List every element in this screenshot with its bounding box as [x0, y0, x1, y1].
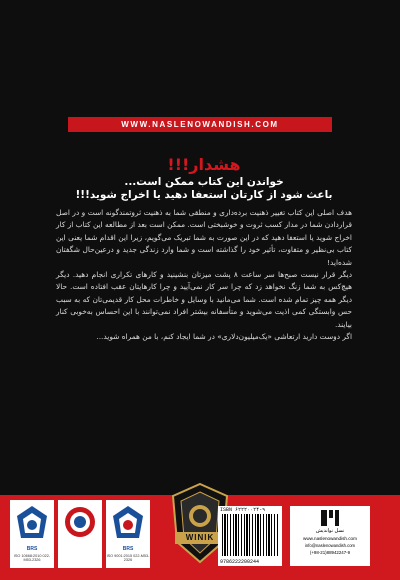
publisher-phone: (+98-21)88942247-9: [309, 550, 351, 555]
certification-seal-icon: [14, 504, 50, 542]
website-banner: [68, 117, 332, 132]
warning-heading: هشدار!!!: [167, 155, 241, 174]
medal-seal-icon: [62, 504, 98, 542]
website-url: WWW.NASLENOWANDISH.COM: [121, 120, 279, 129]
blurb-paragraph-2: دیگر قرار نیست صبح‌ها سر ساعت ۸ پشت میزتان بنشینید و کارهای تکراری انجام دهید. دیگر هیچ‌کس به شما زنگ نخواهد زد که چرا سر کار نمی‌آیید و چرا کارهایتان عقب افتاده است. حالا دیگر همه چیز تمام شده است. شما می‌مانید با وسایل و خاطرات محل کار قدیمی‌تان که به سبب حس وابستگی کمی اذیت می‌شوید و متأسفانه بیشتر افراد نمی‌توانند با این احساس به‌خوبی کنار بیایند.: [56, 270, 352, 329]
barcode-number: 9786222200244: [220, 559, 260, 565]
blurb-paragraph-3: اگر دوست دارید ارتعاشی «یک‌میلیون‌دلاری» در شما ایجاد کنم، با من همراه شوید...: [96, 332, 352, 342]
warning-subheading-2: باعث شود از کارتان استعفا دهید یا اخراج شوید!!!: [75, 189, 333, 201]
badge-3-standard: ISO 9001:2015 022-M53-2326: [106, 554, 150, 562]
badge-1-label: BRS: [26, 546, 38, 552]
certification-badges: [10, 500, 160, 572]
blurb-body: [56, 207, 352, 343]
isbn-label: ISBN ۶۲۲۲۰۰۲۴-۹: [220, 507, 266, 513]
blurb-section: [56, 155, 352, 343]
certification-badge-2: [58, 500, 102, 568]
certification-seal-icon: [110, 504, 146, 542]
publisher-name: نسل نواندیش: [315, 528, 345, 534]
winik-wordmark: WINIK: [185, 533, 215, 542]
certification-badge-1: [10, 500, 54, 568]
badge-1-standard: ISO 10668:2010 022-M53-2326: [13, 554, 51, 562]
publisher-logo-icon: [320, 509, 340, 527]
barcode-bars: [222, 514, 278, 556]
certification-badge-3: [106, 500, 150, 568]
publisher-email: info@naslenowandish.com: [304, 543, 356, 548]
badge-3-label: BRS: [122, 546, 134, 552]
isbn-barcode: [218, 506, 282, 566]
publisher-info: [290, 506, 370, 566]
blurb-paragraph-1: هدف اصلی این کتاب تغییر ذهنیت برده‌داری و منطقی شما به ذهنیت ثروتمندگونه است و در اصل قراردادن شما در مدار کسب ثروت و خوشبختی است. ممکن است بعد از مطالعه این کتاب از کار اخراج شوید یا استعفا دهید که در این صورت به شما تبریک می‌گویم، زیرا این اقدام شما یعنی این کتاب بی‌نظیر و متفاوت، تأثیر خود را گذاشته است و شما وارد زندگی جدید و درعین‌حال شگفتان شده‌اید!: [56, 208, 352, 267]
publisher-website: www.naslenowandish.com: [303, 536, 357, 541]
warning-subheading-1: خواندن این کتاب ممکن است...: [124, 176, 284, 188]
